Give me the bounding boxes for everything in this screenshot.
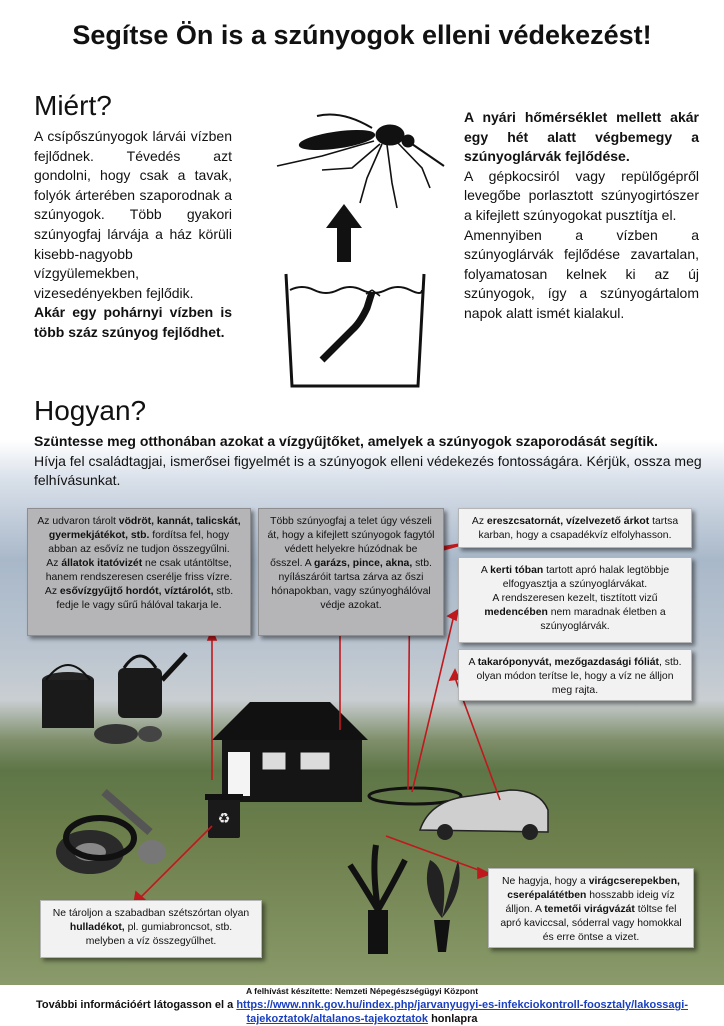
flower-bold-1: virágcserepekben, cserépalátétben [507,876,680,901]
tarp-text-2: , stb. olyan módon terítse le, hogy a víz ne álljon meg rajta. [476,657,682,696]
covered-car-icon [420,790,548,840]
winter-bold-1: garázs, pince, akna, [314,558,413,569]
right-bold: A nyári hőmérséklet mellett akár egy hét alatt végbemegy a szúnyoglárvák fejlődése. [464,109,699,165]
pond-text-3: A rendszeresen kezelt, tisztított vizű [492,593,658,604]
footer-info [0,998,724,1026]
pond-text-4: nem maradnak életben a szúnyoglárvák. [540,607,666,632]
info-box-tarp [458,649,692,701]
footer-link[interactable]: https://www.nnk.gov.hu/index.php/jarvanyugyi-es-infekciokontroll-foosztaly/lakossagi-tajekoztatok/altalanos-tajekoztatok [236,999,688,1025]
gutter-text-2: tartsa karban, hogy a csapadékvíz elfolyhasson. [478,516,679,541]
toy-tray-icon [94,724,162,744]
miert-text [34,127,232,343]
footer-info-suffix: honlapra [428,1013,478,1025]
yard-text-3: Az [46,558,62,569]
info-box-flower [488,868,694,948]
yard-text-2: fordítsa fel, hogy abban az esővíz ne tudjon összegyűlni. [48,530,230,555]
yard-bold-1: vödröt, kannát, talicskát, gyermekjátékot, stb. [48,516,241,541]
winter-text-1: Több szúnyogfaj a telet úgy vészeli át, hogy a kifejlett szúnyogok fagytól védett helyekre húzódnak be ősszel. A [267,516,435,569]
info-box-winter [258,508,444,636]
info-box-gutter [458,508,692,548]
flower-vase-icon [427,860,460,952]
trash-bin-icon [205,794,243,838]
watering-can-icon [118,654,186,718]
right-text-column [464,108,699,324]
bucket-icon [42,665,94,728]
info-box-pond [458,557,692,643]
flower-text-2: hosszabb ideig víz álljon. A [505,890,675,915]
miert-heading: Miért? [34,90,112,121]
gutter-bold-1: ereszcsatornát, vízelvezető árkot [486,516,650,527]
tires-icon [56,792,166,874]
hogyan-paragraph: Hívja fel családtagjai, ismerősei figyelmét is a szúnyogok elleni védekezés fontosságára. Kérjük, ossza meg felhívásunkat. [34,452,702,489]
plant-pot-icon [350,845,405,954]
yard-text-6: stb. fedje le vagy sűrű hálóval takarja le. [56,586,234,611]
yard-bold-2: állatok itatóvizét [61,558,143,569]
info-box-waste [40,900,262,958]
yard-bold-3: esővízgyűjtő hordót, víztárolót, [59,586,214,597]
mosquito-larva-illustration [262,108,452,388]
yard-text-4: ne csak utántöltse, hanem rendszeresen cserélje friss vízre. [45,558,233,583]
arrow-up-icon [326,204,362,262]
page-title: Segítse Ön is a szúnyogok elleni védekezést! [72,20,652,50]
miert-bold: Akár egy pohárnyi vízben is több száz szúnyog fejlődhet. [34,304,232,340]
yard-text-5: Az [44,586,60,597]
waste-bold-1: hulladékot, [69,922,125,933]
hogyan-bold: Szüntesse meg otthonában azokat a vízgyűjtőket, amelyek a szúnyogok szaporodását segítik. [34,433,658,449]
footer-credit: A felhívást készítette: Nemzeti Népegészségügyi Központ [245,986,479,996]
water-glass-icon [286,274,424,386]
flower-text-3: töltse fel apró kaviccsal, sóderral vagy homokkal és erre öntse a vizet. [500,904,682,943]
tarp-bold-1: takaróponyvát, mezőgazdasági fóliát [477,657,660,668]
footer-info-prefix: További információért látogasson el a [36,999,237,1011]
flower-bold-2: temetői virágvázát [544,904,635,915]
house-icon [212,702,368,802]
tarp-text-1: A [468,657,478,668]
miert-paragraph: A csípőszúnyogok lárvái vízben fejlődnek. Tévedés azt gondolni, hogy csak a tavak, folyók árterében szaporodnak a szúnyogok. Több gyakori szúnyogfaj lárvája a ház körüli kisebb-nagyobb vízgyülemekben, vizesedényekben fejlődik. [34,128,232,301]
pond-bold-2: medencében [484,607,548,618]
pond-bold-1: kerti tóban [490,565,544,576]
hogyan-heading: Hogyan? [34,395,147,426]
info-box-yard [27,508,251,636]
flower-text-1: Ne hagyja, hogy a [502,876,589,887]
gutter-text-1: Az [471,516,487,527]
mosquito-icon [277,115,444,209]
yard-text-1: Az udvaron tárolt [37,516,119,527]
winter-text-2: stb. nyílászáróit tartsa zárva az őszi hónapokban, vagy szúnyoghálóval védje azokat. [271,558,432,611]
svg-text:♻: ♻ [217,811,231,827]
right-paragraph-2: Amennyiben a vízben a szúnyoglárvák fejlődése zavartalan, folyamatosan kelnek ki az új szúnyogok, így a szúnyogártalom napok alatt ismét kialakul. [464,226,699,321]
pond-text-2: tartott apró halak legtöbbje elfogyasztja a szúnyoglárvákat. [502,565,670,590]
waste-text-1: Ne tároljon a szabadban szétszórtan olyan [52,908,250,919]
waste-text-2: pl. gumiabroncsot, stb. melyben a víz összegyűlhet. [85,922,233,947]
right-paragraph-1: A gépkocsiról vagy repülőgépről levegőbe porlasztott szúnyogirtószer a kifejlett szúnyogokat pusztítja el. [464,167,699,223]
pond-text-1: A [480,565,491,576]
